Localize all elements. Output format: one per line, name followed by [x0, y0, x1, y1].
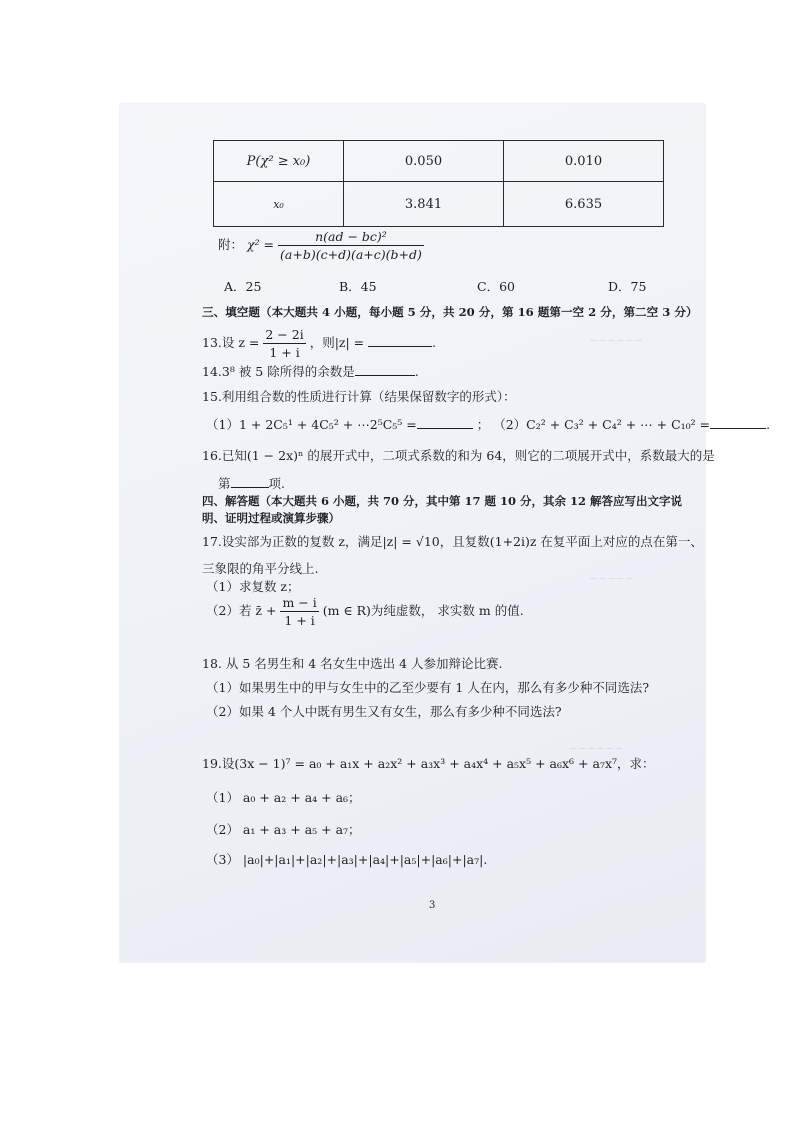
q17-fraction: [280, 594, 318, 629]
q13-numerator: 2 − 2i: [265, 327, 304, 342]
question-19-part-2: （2） a₁ + a₃ + a₅ + a₇；: [206, 822, 361, 837]
section-title-solutions-line-1: 四、解答题（本大题共 6 小题，共 70 分，其中第 17 题 10 分，其余 12 解答应写出文字说: [202, 494, 683, 508]
question-19: 19.设(3x − 1)⁷ = a₀ + a₁x + a₂x² + a₃x³ + a₄x⁴ + a₅x⁵ + a₆x⁶ + a₇x⁷，求：: [202, 756, 655, 771]
answer-blank: [417, 416, 473, 430]
question-17-line-1: 17.设实部为正数的复数 z，满足|z| = √10，且复数(1+2i)z 在复平面上对应的点在第一、: [202, 534, 703, 549]
table-cell: 0.010: [504, 141, 664, 182]
question-17-part-1: （1）求复数 z；: [206, 579, 300, 594]
question-16-line-1: 16.已知(1 − 2x)ⁿ 的展开式中，二项式系数的和为 64，则它的二项展开式中，系数最大的是: [202, 448, 715, 463]
question-18-part-1: （1）如果男生中的甲与女生中的乙至少要有 1 人在内，那么有多少种不同选法?: [206, 680, 650, 695]
choice-c: C．60: [477, 279, 515, 294]
question-19-part-1: （1） a₀ + a₂ + a₄ + a₆；: [206, 790, 361, 805]
show-through-text: ─ ─ ─ ─ ─ ─: [590, 336, 643, 347]
q17-numerator: m − i: [282, 595, 317, 610]
question-18: 18. 从 5 名男生和 4 名女生中选出 4 人参加辩论比赛.: [202, 656, 503, 671]
show-through-text: ─ ─ ─ ─ ─ ─: [570, 744, 623, 755]
table-header-probability: P(χ² ≥ x₀): [214, 141, 344, 182]
q16-suffix: 项.: [268, 476, 285, 491]
q13-fraction: [263, 326, 305, 361]
question-16-line-2: [218, 474, 285, 492]
show-through-text: ─ ─ ─ ─ ─: [590, 574, 633, 585]
section-title-fill-in: 三、填空题（本大题共 4 小题，每小题 5 分，共 20 分，第 16 题第一空 2 分，第二空 3 分）: [202, 305, 698, 319]
question-13: 13.设 z = $\frac{2 - 2i}{1 + i}$ ，则|z| = .: [202, 327, 437, 360]
question-17-line-2: 三象限的角平分线上.: [202, 561, 319, 576]
chi-square-formula: [218, 228, 424, 263]
q17-denominator: 1 + i: [280, 611, 318, 629]
exam-page: [120, 104, 771, 962]
chi-square-table: [213, 140, 664, 227]
question-15-part-1: （1）1 + 2C₅¹ + 4C₅² + ⋯2⁵C₅⁵ = ； （2）C₂² + C₃² + C₄² + ⋯ + C₁₀² = .: [206, 417, 771, 432]
table-cell: 6.635: [504, 182, 664, 227]
answer-blank: [710, 416, 766, 430]
table-header-x0: x₀: [214, 182, 344, 227]
q15b-text: ； （2）C₂² + C₃² + C₄² + ⋯ + C₁₀² =: [476, 417, 711, 432]
q17-p2-tail: (m ∈ R)为纯虚数， 求实数 m 的值.: [322, 603, 524, 618]
q17-p2-lead: （2）若 z̄ +: [206, 603, 277, 618]
question-17-part-2: [206, 594, 524, 629]
question-15: 15.利用组合数的性质进行计算（结果保留数字的形式）：: [202, 389, 516, 404]
answer-blank: [368, 334, 432, 348]
choice-a: A．25: [224, 279, 262, 294]
choice-d: D．75: [608, 279, 647, 294]
q13-lead: 13.设 z =: [202, 335, 260, 350]
answer-blank: [355, 363, 415, 377]
page-number: 3: [429, 900, 436, 911]
formula-numerator: n(ad − bc)²: [315, 229, 387, 244]
q14-text: 14.3⁸ 被 5 除所得的余数是: [202, 364, 355, 379]
q16-prefix: 第: [218, 476, 231, 491]
q15a-text: （1）1 + 2C₅¹ + 4C₅² + ⋯2⁵C₅⁵ =: [206, 417, 417, 432]
q13-denominator: 1 + i: [263, 343, 305, 361]
question-14: 14.3⁸ 被 5 除所得的余数是 .: [202, 364, 419, 379]
question-18-part-2: （2）如果 4 个人中既有男生又有女生，那么有多少种不同选法?: [206, 704, 562, 719]
table-cell: 3.841: [344, 182, 504, 227]
formula-lhs: χ² =: [247, 237, 275, 252]
formula-fraction: [278, 228, 424, 263]
question-19-part-3: （3） |a₀|+|a₁|+|a₂|+|a₃|+|a₄|+|a₅|+|a₆|+|a₇|.: [206, 852, 488, 867]
section-title-solutions-line-2: 明、证明过程或演算步骤）: [202, 511, 340, 525]
formula-denominator: (a+b)(c+d)(a+c)(b+d): [280, 247, 422, 262]
table-cell: 0.050: [344, 141, 504, 182]
choice-b: B．45: [339, 279, 377, 294]
answer-blank: [231, 475, 269, 489]
formula-prefix: 附：: [218, 237, 244, 252]
q13-tail: ，则|z| =: [309, 335, 365, 350]
